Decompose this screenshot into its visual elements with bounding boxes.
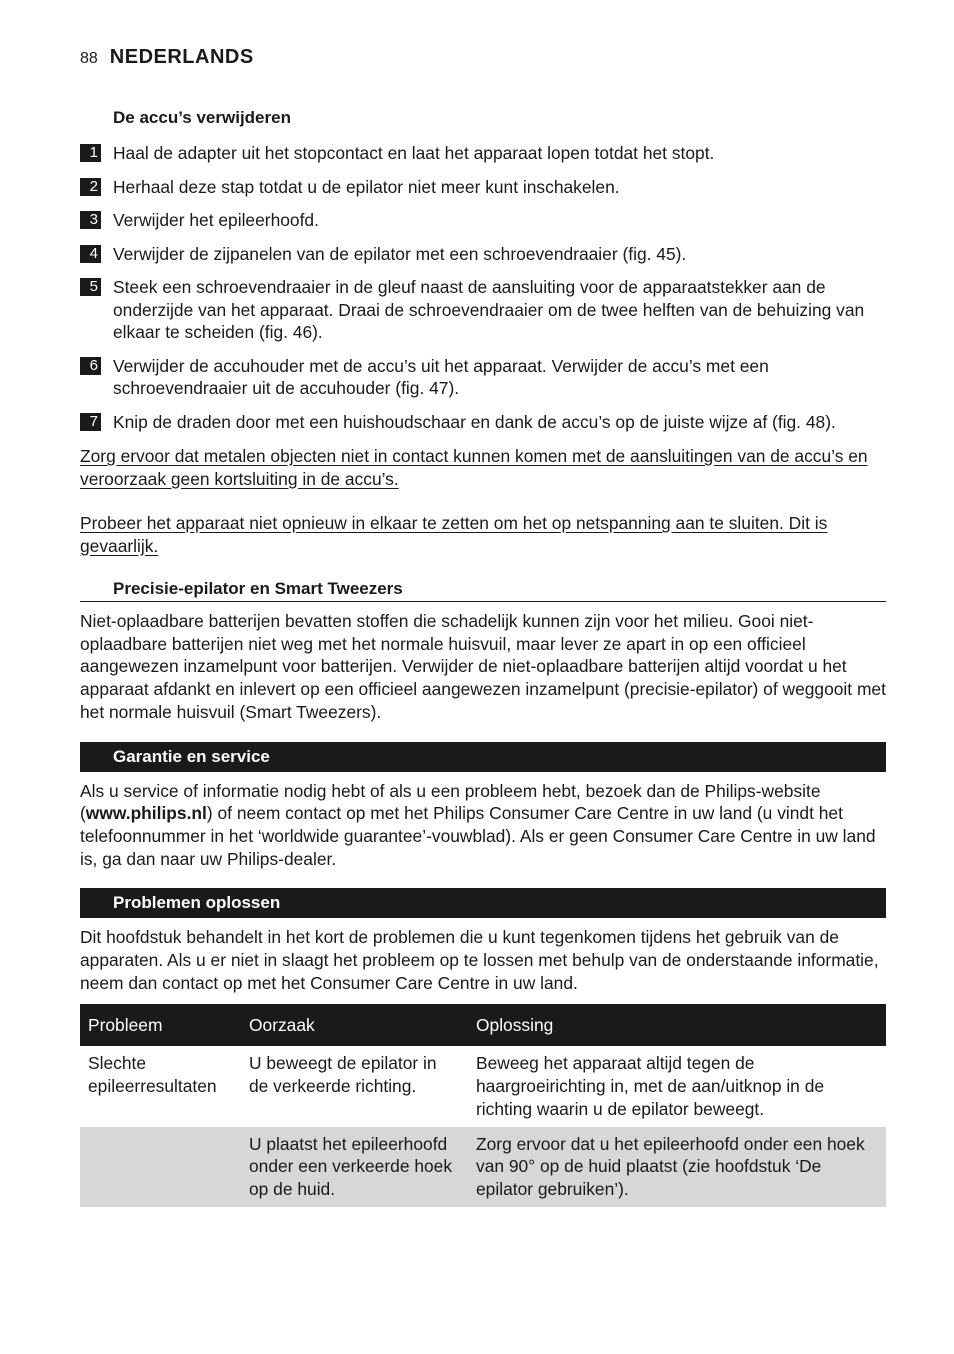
troubleshooting-intro: Dit hoofdstuk behandelt in het kort de problemen die u kunt tegenkomen tijdens het gebruik van de apparaten. Als u er niet in slaagt het probleem op te lossen met behulp van de onderstaande informatie, neem dan contact op met het Consumer Care Centre in uw land. xyxy=(80,927,879,993)
step-text: Haal de adapter uit het stopcontact en laat het apparaat lopen totdat het stopt. xyxy=(113,143,715,163)
cell-solution: Zorg ervoor dat u het epileerhoofd onder een hoek van 90° op de huid plaatst (zie hoofdstuk ‘De epilator gebruiken’). xyxy=(468,1127,886,1207)
troubleshooting-heading: Problemen oplossen xyxy=(80,888,886,918)
precision-heading: Precisie-epilator en Smart Tweezers xyxy=(80,577,886,602)
cell-cause: U beweegt de epilator in de verkeerde richting. xyxy=(249,1053,437,1097)
cell-problem: Slechte epileerresultaten xyxy=(88,1053,217,1097)
warning-short-circuit xyxy=(80,445,886,490)
philips-website-link[interactable]: www.philips.nl xyxy=(85,803,207,824)
step-number: 2 xyxy=(80,178,101,196)
step-number: 1 xyxy=(80,144,101,162)
warranty-text-after: ) of neem contact op met het Philips Consumer Care Centre in uw land (u vindt het telefoonnummer in het ‘worldwide guarantee’-vouwblad). Als er geen Consumer Care Centre in uw land is, ga dan naar uw Philips-dealer. xyxy=(80,803,876,869)
page-number: 88 xyxy=(80,50,98,67)
warning-text: Zorg ervoor dat metalen objecten niet in contact kunnen komen met de aansluitingen van de accu’s en veroorzaak geen kortsluiting in de accu’s. xyxy=(80,446,868,489)
step-number: 3 xyxy=(80,211,101,229)
warning-text: Probeer het apparaat niet opnieuw in elkaar te zetten om het op netspanning aan te sluiten. Dit is gevaarlijk. xyxy=(80,513,828,556)
warranty-text xyxy=(80,780,886,871)
battery-removal-heading: De accu’s verwijderen xyxy=(113,108,291,127)
column-header-solution: Oplossing xyxy=(468,1004,886,1046)
warranty-heading: Garantie en service xyxy=(80,742,886,772)
step-text: Verwijder de accuhouder met de accu’s uit het apparaat. Verwijder de accu’s met een schroevendraaier uit de accuhouder (fig. 47). xyxy=(113,355,769,398)
step-text: Herhaal deze stap totdat u de epilator niet meer kunt inschakelen. xyxy=(113,176,620,197)
table-row xyxy=(80,1046,886,1126)
step-6 xyxy=(80,355,886,400)
step-7 xyxy=(80,411,886,434)
warning-reassemble xyxy=(80,512,886,557)
step-text: Verwijder het epileerhoofd. xyxy=(113,210,319,230)
step-1 xyxy=(80,142,886,165)
cell-solution: Beweeg het apparaat altijd tegen de haargroeirichting in, met de aan/uitknop in de richting waarin u de epilator beweegt. xyxy=(476,1053,825,1119)
page-header xyxy=(80,46,254,76)
page-content xyxy=(80,106,886,1207)
cell-cause: U plaatst het epileerhoofd onder een verkeerde hoek op de huid. xyxy=(241,1127,468,1207)
step-5 xyxy=(80,276,886,344)
troubleshooting-table xyxy=(80,1004,886,1206)
precision-text: Niet-oplaadbare batterijen bevatten stoffen die schadelijk kunnen zijn voor het milieu. Gooi niet-oplaadbare batterijen niet weg met het normale huisvuil, maar lever ze apart in op een officieel aangewezen inzamelpunt voor batterijen. Verwijder de niet-oplaadbare batterijen altijd voordat u het apparaat afdankt en inlevert op een officieel aangewezen inzamelpunt (precisie-epilator) of weggooit met het normale huisvuil (Smart Tweezers). xyxy=(80,611,886,722)
table-header-row xyxy=(80,1004,886,1046)
step-2 xyxy=(80,176,886,199)
table-row xyxy=(80,1127,886,1207)
step-number: 6 xyxy=(80,357,101,375)
column-header-problem: Probleem xyxy=(80,1004,241,1046)
step-number: 4 xyxy=(80,245,101,263)
step-text: Knip de draden door met een huishoudschaar en dank de accu’s op de juiste wijze af (fig. 48). xyxy=(113,411,836,432)
step-number: 7 xyxy=(80,413,101,431)
column-header-cause: Oorzaak xyxy=(241,1004,468,1046)
step-number: 5 xyxy=(80,278,101,296)
cell-problem xyxy=(80,1127,241,1207)
page-language: NEDERLANDS xyxy=(109,46,254,68)
warranty-text-before: Als u service of informatie nodig hebt of als u een probleem hebt, bezoek dan de Philips-website ( xyxy=(80,780,821,824)
step-text: Steek een schroevendraaier in de gleuf naast de aansluiting voor de apparaatstekker aan de onderzijde van het apparaat. Draai de schroevendraaier om de twee helften van de behuizing van elkaar te scheiden (fig. 46). xyxy=(113,277,865,342)
step-text: Verwijder de zijpanelen van de epilator met een schroevendraaier (fig. 45). xyxy=(113,243,687,264)
step-3 xyxy=(80,209,886,232)
step-4 xyxy=(80,243,886,266)
